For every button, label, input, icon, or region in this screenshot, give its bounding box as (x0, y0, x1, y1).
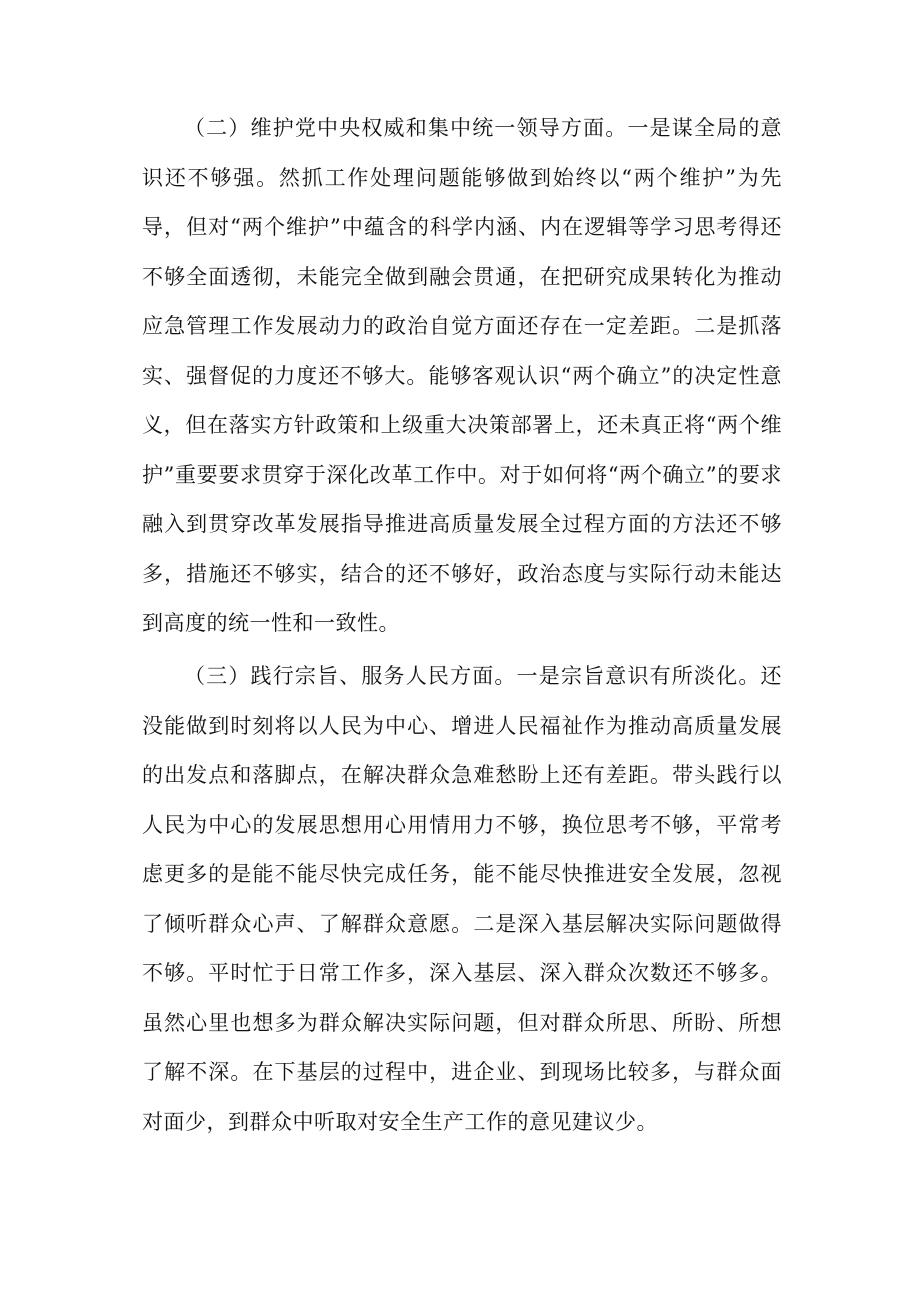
paragraph-section-2: （二）维护党中央权威和集中统一领导方面。一是谋全局的意识还不够强。然抓工作处理问题能够做到始终以“两个维护”为先导，但对“两个维护”中蕴含的科学内涵、内在逻辑等学习思考得还不够全面透彻，未能完全做到融会贯通，在把研究成果转化为推动应急管理工作发展动力的政治自觉方面还存在一定差距。二是抓落实、强督促的力度还不够大。能够客观认识“两个确立”的决定性意义，但在落实方针政策和上级重大决策部署上，还未真正将“两个维护”重要要求贯穿于深化改革工作中。对于如何将“两个确立”的要求融入到贯穿改革发展指导推进高质量发展全过程方面的方法还不够多，措施还不够实，结合的还不够好，政治态度与实际行动未能达到高度的统一性和一致性。 (142, 116, 782, 635)
paragraph-section-3: （三）践行宗旨、服务人民方面。一是宗旨意识有所淡化。还没能做到时刻将以人民为中心、增进人民福祉作为推动高质量发展的出发点和落脚点，在解决群众急难愁盼上还有差距。带头践行以人民为中心的发展思想用心用情用力不够，换位思考不够，平常考虑更多的是能不能尽快完成任务，能不能尽快推进安全发展，忽视了倾听群众心声、了解群众意愿。二是深入基层解决实际问题做得不够。平时忙于日常工作多，深入基层、深入群众次数还不够多。虽然心里也想多为群众解决实际问题，但对群众所思、所盼、所想了解不深。在下基层的过程中，进企业、到现场比较多，与群众面对面少，到群众中听取对安全生产工作的意见建议少。 (142, 664, 782, 1134)
